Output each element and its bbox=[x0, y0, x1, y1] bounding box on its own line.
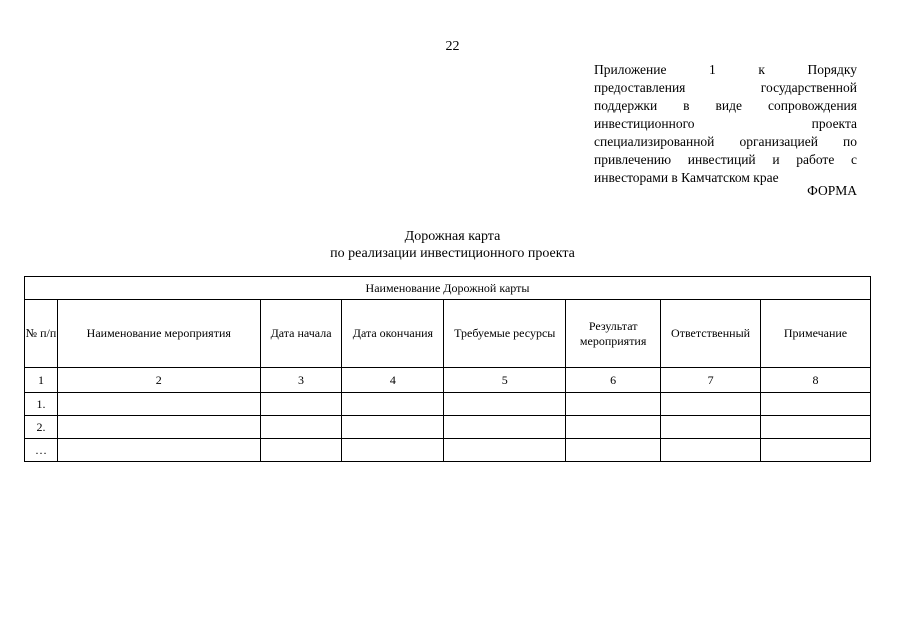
table-caption: Наименование Дорожной карты bbox=[25, 277, 871, 300]
header-responsible: Ответственный bbox=[661, 300, 761, 368]
form-label: ФОРМА bbox=[807, 183, 857, 198]
table-cell bbox=[761, 439, 871, 462]
appendix-line: поддержки в виде сопровождения bbox=[594, 98, 857, 113]
table-cell bbox=[260, 439, 342, 462]
appendix-line: Приложение 1 к Порядку bbox=[594, 62, 857, 77]
column-number: 1 bbox=[25, 368, 58, 393]
column-number: 4 bbox=[342, 368, 444, 393]
appendix-line: привлечению инвестиций и работе с bbox=[594, 152, 857, 167]
table-cell bbox=[661, 393, 761, 416]
header-number: № п/п bbox=[25, 300, 58, 368]
table-cell bbox=[260, 393, 342, 416]
table-cell bbox=[444, 439, 566, 462]
appendix-line: инвесторами в Камчатском крае bbox=[594, 170, 779, 185]
table-cell bbox=[661, 416, 761, 439]
table-cell bbox=[444, 416, 566, 439]
appendix-line: предоставления государственной bbox=[594, 80, 857, 95]
table-cell bbox=[566, 439, 661, 462]
header-end-date: Дата окончания bbox=[342, 300, 444, 368]
table-cell bbox=[444, 393, 566, 416]
roadmap-table bbox=[24, 276, 871, 462]
row-number: … bbox=[25, 439, 58, 462]
column-number: 6 bbox=[566, 368, 661, 393]
column-number: 5 bbox=[444, 368, 566, 393]
table-cell bbox=[57, 439, 260, 462]
column-number: 8 bbox=[761, 368, 871, 393]
table-cell bbox=[761, 393, 871, 416]
appendix-line: специализированной организацией по bbox=[594, 134, 857, 149]
header-result: Результат мероприятия bbox=[566, 300, 661, 368]
table-cell bbox=[57, 416, 260, 439]
table-row bbox=[25, 416, 871, 439]
column-number-row bbox=[25, 368, 871, 393]
header-event-name: Наименование мероприятия bbox=[57, 300, 260, 368]
appendix-line: инвестиционного проекта bbox=[594, 116, 857, 131]
table-cell bbox=[260, 416, 342, 439]
table-cell bbox=[342, 416, 444, 439]
header-resources: Требуемые ресурсы bbox=[444, 300, 566, 368]
column-number: 2 bbox=[57, 368, 260, 393]
table-cell bbox=[761, 416, 871, 439]
document-title bbox=[0, 228, 905, 262]
page-number: 22 bbox=[445, 39, 460, 54]
table-cell bbox=[566, 416, 661, 439]
header-note: Примечание bbox=[761, 300, 871, 368]
column-number: 3 bbox=[260, 368, 342, 393]
table-cell bbox=[342, 439, 444, 462]
header-start-date: Дата начала bbox=[260, 300, 342, 368]
table-cell bbox=[342, 393, 444, 416]
row-number: 2. bbox=[25, 416, 58, 439]
appendix-note bbox=[594, 61, 857, 187]
document-title-line1: Дорожная карта bbox=[404, 229, 501, 244]
table-row bbox=[25, 393, 871, 416]
table-header-row bbox=[25, 300, 871, 368]
column-number: 7 bbox=[661, 368, 761, 393]
table-cell bbox=[661, 439, 761, 462]
table-caption-row bbox=[25, 277, 871, 300]
table-row bbox=[25, 439, 871, 462]
row-number: 1. bbox=[25, 393, 58, 416]
table-cell bbox=[566, 393, 661, 416]
document-title-line2: по реализации инвестиционного проекта bbox=[330, 246, 575, 261]
table-cell bbox=[57, 393, 260, 416]
